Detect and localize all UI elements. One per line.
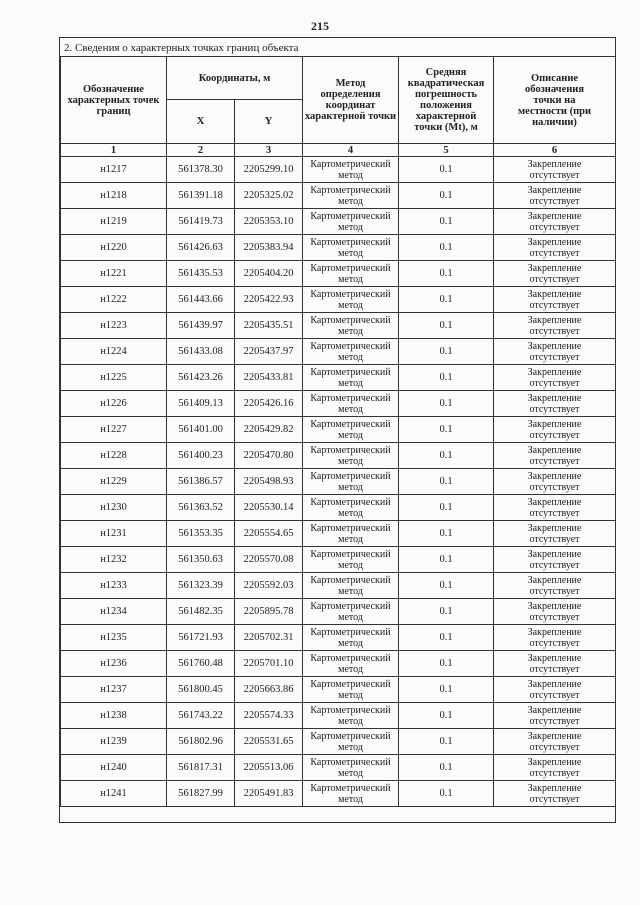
point-id: н1234 xyxy=(61,599,167,625)
error-cell: 0.1 xyxy=(399,365,494,391)
column-number-row xyxy=(61,144,616,157)
method-cell: Картометрический метод xyxy=(303,703,399,729)
header-coordinates: Координаты, м xyxy=(167,57,303,100)
point-id: н1228 xyxy=(61,443,167,469)
point-id: н1220 xyxy=(61,235,167,261)
coord-x: 561721.93 xyxy=(167,625,235,651)
coord-y: 2205437.97 xyxy=(235,339,303,365)
method-cell: Картометрический метод xyxy=(303,573,399,599)
coord-y: 2205574.33 xyxy=(235,703,303,729)
coord-x: 561433.08 xyxy=(167,339,235,365)
document-frame xyxy=(59,37,616,823)
column-number: 6 xyxy=(494,144,616,157)
column-number: 3 xyxy=(235,144,303,157)
method-cell: Картометрический метод xyxy=(303,599,399,625)
point-id: н1240 xyxy=(61,755,167,781)
description-cell: Закрепление отсутствует xyxy=(494,599,616,625)
coord-y: 2205498.93 xyxy=(235,469,303,495)
coord-y: 2205554.65 xyxy=(235,521,303,547)
table-row xyxy=(61,339,616,365)
method-cell: Картометрический метод xyxy=(303,365,399,391)
column-number: 4 xyxy=(303,144,399,157)
coord-y: 2205435.51 xyxy=(235,313,303,339)
error-cell: 0.1 xyxy=(399,313,494,339)
point-id: н1222 xyxy=(61,287,167,313)
table-row xyxy=(61,469,616,495)
point-id: н1224 xyxy=(61,339,167,365)
coord-y: 2205429.82 xyxy=(235,417,303,443)
table-row xyxy=(61,677,616,703)
method-cell: Картометрический метод xyxy=(303,313,399,339)
error-cell: 0.1 xyxy=(399,391,494,417)
description-cell: Закрепление отсутствует xyxy=(494,729,616,755)
method-cell: Картометрический метод xyxy=(303,495,399,521)
header-method: Метод определения координат характерной точки xyxy=(303,57,399,144)
coord-y: 2205383.94 xyxy=(235,235,303,261)
header-description: Описание обозначения точки на местности (при наличии) xyxy=(494,57,616,144)
method-cell: Картометрический метод xyxy=(303,469,399,495)
table-row xyxy=(61,729,616,755)
coord-x: 561827.99 xyxy=(167,781,235,807)
error-cell: 0.1 xyxy=(399,339,494,365)
table-row xyxy=(61,495,616,521)
header-y: Y xyxy=(235,100,303,144)
method-cell: Картометрический метод xyxy=(303,183,399,209)
description-cell: Закрепление отсутствует xyxy=(494,755,616,781)
table-row xyxy=(61,755,616,781)
column-number: 5 xyxy=(399,144,494,157)
error-cell: 0.1 xyxy=(399,209,494,235)
description-cell: Закрепление отсутствует xyxy=(494,313,616,339)
error-cell: 0.1 xyxy=(399,573,494,599)
coord-x: 561378.30 xyxy=(167,157,235,183)
error-cell: 0.1 xyxy=(399,729,494,755)
table-row xyxy=(61,651,616,677)
error-cell: 0.1 xyxy=(399,651,494,677)
coord-x: 561409.13 xyxy=(167,391,235,417)
table-row xyxy=(61,365,616,391)
method-cell: Картометрический метод xyxy=(303,677,399,703)
table-row xyxy=(61,391,616,417)
error-cell: 0.1 xyxy=(399,235,494,261)
table-row xyxy=(61,521,616,547)
error-cell: 0.1 xyxy=(399,183,494,209)
method-cell: Картометрический метод xyxy=(303,625,399,651)
description-cell: Закрепление отсутствует xyxy=(494,469,616,495)
coord-x: 561386.57 xyxy=(167,469,235,495)
table-row xyxy=(61,157,616,183)
error-cell: 0.1 xyxy=(399,417,494,443)
method-cell: Картометрический метод xyxy=(303,443,399,469)
point-id: н1241 xyxy=(61,781,167,807)
coord-y: 2205426.16 xyxy=(235,391,303,417)
coord-x: 561363.52 xyxy=(167,495,235,521)
coord-x: 561419.73 xyxy=(167,209,235,235)
description-cell: Закрепление отсутствует xyxy=(494,391,616,417)
coord-x: 561743.22 xyxy=(167,703,235,729)
point-id: н1227 xyxy=(61,417,167,443)
table-row xyxy=(61,781,616,807)
description-cell: Закрепление отсутствует xyxy=(494,573,616,599)
coord-y: 2205531.65 xyxy=(235,729,303,755)
coord-x: 561426.63 xyxy=(167,235,235,261)
error-cell: 0.1 xyxy=(399,443,494,469)
method-cell: Картометрический метод xyxy=(303,209,399,235)
table-row xyxy=(61,313,616,339)
point-id: н1238 xyxy=(61,703,167,729)
coord-x: 561400.23 xyxy=(167,443,235,469)
coord-y: 2205299.10 xyxy=(235,157,303,183)
point-id: н1235 xyxy=(61,625,167,651)
coord-x: 561350.63 xyxy=(167,547,235,573)
coord-x: 561323.39 xyxy=(167,573,235,599)
column-number: 2 xyxy=(167,144,235,157)
coord-x: 561800.45 xyxy=(167,677,235,703)
point-id: н1239 xyxy=(61,729,167,755)
description-cell: Закрепление отсутствует xyxy=(494,677,616,703)
point-id: н1230 xyxy=(61,495,167,521)
error-cell: 0.1 xyxy=(399,677,494,703)
table-row xyxy=(61,261,616,287)
point-id: н1231 xyxy=(61,521,167,547)
header-x: X xyxy=(167,100,235,144)
coord-y: 2205570.08 xyxy=(235,547,303,573)
page-number: 215 xyxy=(311,19,329,33)
point-id: н1229 xyxy=(61,469,167,495)
coord-y: 2205491.83 xyxy=(235,781,303,807)
table-row xyxy=(61,599,616,625)
coord-x: 561439.97 xyxy=(167,313,235,339)
coord-y: 2205353.10 xyxy=(235,209,303,235)
description-cell: Закрепление отсутствует xyxy=(494,521,616,547)
coord-y: 2205701.10 xyxy=(235,651,303,677)
point-id: н1232 xyxy=(61,547,167,573)
point-id: н1225 xyxy=(61,365,167,391)
table-row xyxy=(61,235,616,261)
table-row xyxy=(61,183,616,209)
coord-y: 2205592.03 xyxy=(235,573,303,599)
description-cell: Закрепление отсутствует xyxy=(494,183,616,209)
point-id: н1233 xyxy=(61,573,167,599)
error-cell: 0.1 xyxy=(399,703,494,729)
error-cell: 0.1 xyxy=(399,521,494,547)
description-cell: Закрепление отсутствует xyxy=(494,625,616,651)
error-cell: 0.1 xyxy=(399,287,494,313)
coord-x: 561817.31 xyxy=(167,755,235,781)
coord-y: 2205513.06 xyxy=(235,755,303,781)
point-id: н1237 xyxy=(61,677,167,703)
coord-x: 561482.35 xyxy=(167,599,235,625)
coord-x: 561802.96 xyxy=(167,729,235,755)
table-row xyxy=(61,287,616,313)
description-cell: Закрепление отсутствует xyxy=(494,651,616,677)
description-cell: Закрепление отсутствует xyxy=(494,339,616,365)
section-title: 2. Сведения о характерных точках границ объекта xyxy=(64,42,299,54)
coord-x: 561391.18 xyxy=(167,183,235,209)
point-id: н1236 xyxy=(61,651,167,677)
description-cell: Закрепление отсутствует xyxy=(494,287,616,313)
coord-y: 2205433.81 xyxy=(235,365,303,391)
table-row xyxy=(61,209,616,235)
description-cell: Закрепление отсутствует xyxy=(494,547,616,573)
header-error: Средняя квадратическая погрешность положения характерной точки (Мt), м xyxy=(399,57,494,144)
method-cell: Картометрический метод xyxy=(303,157,399,183)
coord-y: 2205530.14 xyxy=(235,495,303,521)
coord-x: 561423.26 xyxy=(167,365,235,391)
coord-x: 561760.48 xyxy=(167,651,235,677)
coord-x: 561443.66 xyxy=(167,287,235,313)
error-cell: 0.1 xyxy=(399,781,494,807)
method-cell: Картометрический метод xyxy=(303,755,399,781)
error-cell: 0.1 xyxy=(399,495,494,521)
description-cell: Закрепление отсутствует xyxy=(494,781,616,807)
header-designation: Обозначение характерных точек границ xyxy=(61,57,167,144)
point-id: н1221 xyxy=(61,261,167,287)
description-cell: Закрепление отсутствует xyxy=(494,703,616,729)
point-id: н1223 xyxy=(61,313,167,339)
method-cell: Картометрический метод xyxy=(303,391,399,417)
coord-y: 2205895.78 xyxy=(235,599,303,625)
description-cell: Закрепление отсутствует xyxy=(494,261,616,287)
method-cell: Картометрический метод xyxy=(303,651,399,677)
point-id: н1219 xyxy=(61,209,167,235)
method-cell: Картометрический метод xyxy=(303,339,399,365)
point-id: н1226 xyxy=(61,391,167,417)
coord-y: 2205663.86 xyxy=(235,677,303,703)
error-cell: 0.1 xyxy=(399,469,494,495)
method-cell: Картометрический метод xyxy=(303,417,399,443)
coord-x: 561435.53 xyxy=(167,261,235,287)
coord-x: 561401.00 xyxy=(167,417,235,443)
point-id: н1218 xyxy=(61,183,167,209)
description-cell: Закрепление отсутствует xyxy=(494,235,616,261)
error-cell: 0.1 xyxy=(399,599,494,625)
coord-x: 561353.35 xyxy=(167,521,235,547)
error-cell: 0.1 xyxy=(399,625,494,651)
method-cell: Картометрический метод xyxy=(303,781,399,807)
description-cell: Закрепление отсутствует xyxy=(494,495,616,521)
coord-y: 2205470.80 xyxy=(235,443,303,469)
coord-y: 2205325.02 xyxy=(235,183,303,209)
table-body xyxy=(61,157,616,807)
description-cell: Закрепление отсутствует xyxy=(494,157,616,183)
table-row xyxy=(61,573,616,599)
coord-y: 2205422.93 xyxy=(235,287,303,313)
description-cell: Закрепление отсутствует xyxy=(494,443,616,469)
error-cell: 0.1 xyxy=(399,157,494,183)
error-cell: 0.1 xyxy=(399,755,494,781)
table-row xyxy=(61,625,616,651)
error-cell: 0.1 xyxy=(399,547,494,573)
table-row xyxy=(61,417,616,443)
point-id: н1217 xyxy=(61,157,167,183)
boundary-points-table xyxy=(60,56,616,807)
coord-y: 2205404.20 xyxy=(235,261,303,287)
method-cell: Картометрический метод xyxy=(303,547,399,573)
method-cell: Картометрический метод xyxy=(303,729,399,755)
description-cell: Закрепление отсутствует xyxy=(494,209,616,235)
error-cell: 0.1 xyxy=(399,261,494,287)
table-row xyxy=(61,547,616,573)
method-cell: Картометрический метод xyxy=(303,261,399,287)
description-cell: Закрепление отсутствует xyxy=(494,365,616,391)
method-cell: Картометрический метод xyxy=(303,521,399,547)
coord-y: 2205702.31 xyxy=(235,625,303,651)
description-cell: Закрепление отсутствует xyxy=(494,417,616,443)
method-cell: Картометрический метод xyxy=(303,287,399,313)
table-row xyxy=(61,443,616,469)
table-row xyxy=(61,703,616,729)
method-cell: Картометрический метод xyxy=(303,235,399,261)
column-number: 1 xyxy=(61,144,167,157)
